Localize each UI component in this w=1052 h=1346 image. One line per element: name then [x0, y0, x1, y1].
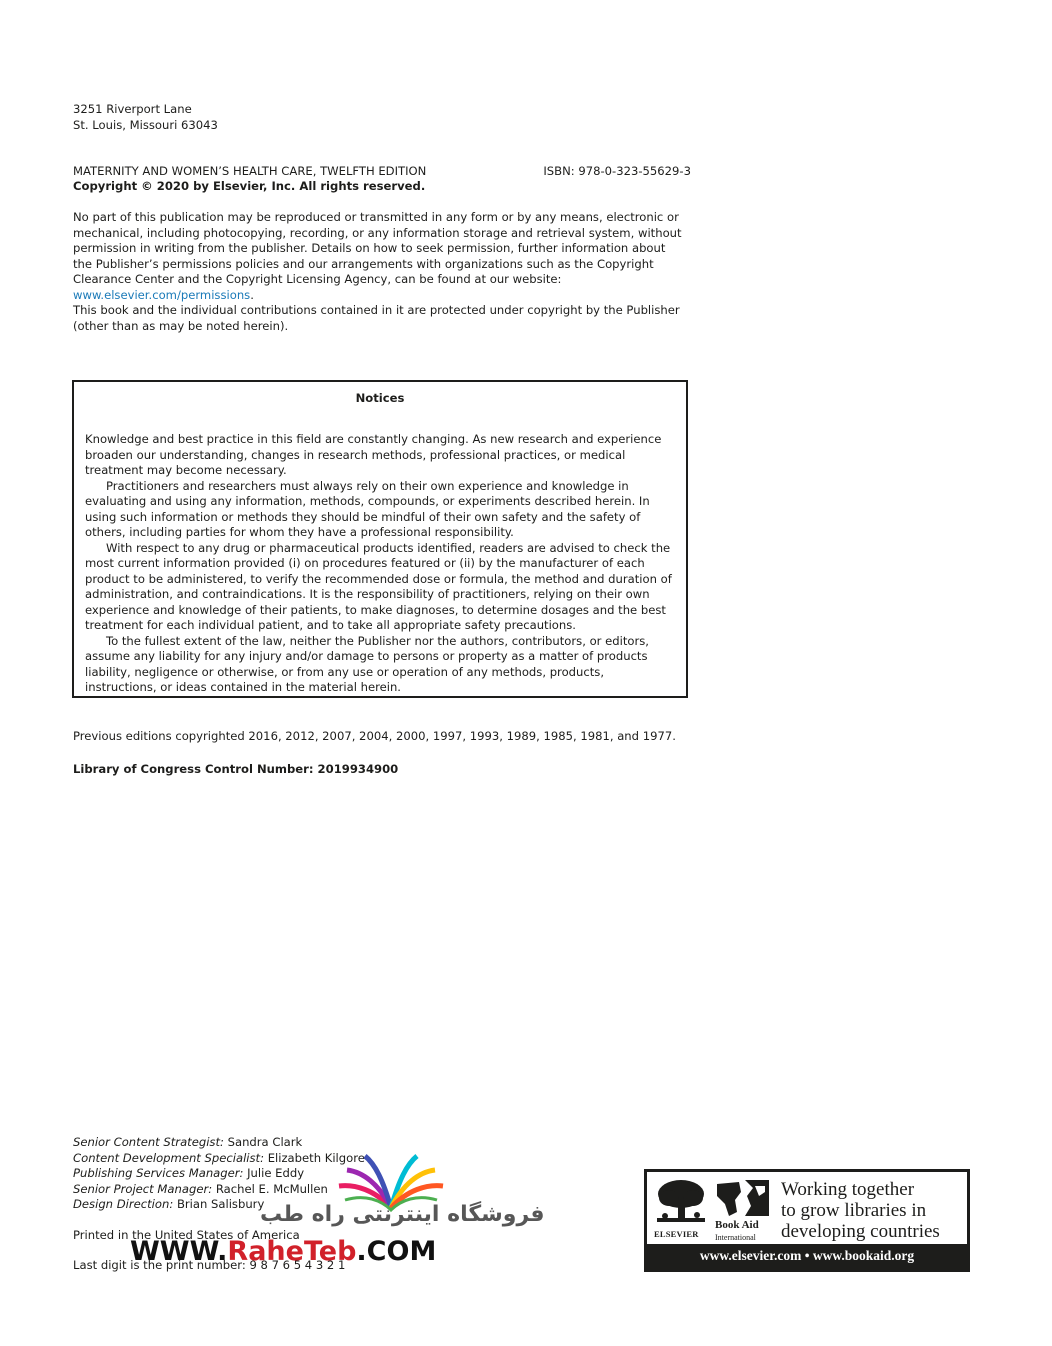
elsevier-tree-logo — [655, 1178, 707, 1224]
notices-box — [72, 380, 688, 698]
rights-text: No part of this publication may be reproduced or transmitted in any form or by any means, electronic or mechanical, including photocopying, recording, or any information storage and retrieval system, without permission in writing from the publisher. Details on how to seek permission, further information about the Publisher’s permissions policies and our arrangements with organizations such as the Copyright Clearance Center and the Copyright Licensing Agency, can be found at our website: — [73, 210, 682, 286]
rights-paragraph — [73, 210, 688, 303]
printed-in: Printed in the United States of America — [73, 1228, 300, 1242]
notice-paragraph-3: With respect to any drug or pharmaceutical products identified, readers are advised to check the most current information provided (i) on procedures featured or (ii) by the manufacturer of each product to be administered, to verify the recommended dose or formula, the method and duration of administration, and contraindications. It is the responsibility of practitioners, relying on their own experience and knowledge of their patients, to make diagnoses, to determine dosages and the best treatment for each individual patient, and to take all appropriate safety precautions. — [85, 540, 672, 632]
address-line-1: 3251 Riverport Lane — [73, 102, 192, 116]
book-title: MATERNITY AND WOMEN’S HEALTH CARE, TWELFTH EDITION — [73, 164, 427, 178]
contributions-paragraph: This book and the individual contributions contained in it are protected under copyright by the Publisher (other than as may be noted herein). — [73, 303, 680, 333]
elsevier-bookaid-banner — [644, 1169, 970, 1272]
credit-line — [73, 1151, 365, 1167]
credit-line — [73, 1182, 365, 1198]
notice-paragraph-1: Knowledge and best practice in this field are constantly changing. As new research and experience broaden our understanding, changes in research methods, professional practices, or medical treatment may become necessary. — [85, 432, 662, 477]
permissions-link[interactable]: www.elsevier.com/permissions — [73, 287, 251, 302]
credit-line — [73, 1135, 365, 1151]
notices-body — [85, 432, 674, 696]
publisher-address — [73, 102, 218, 133]
address-line-2: St. Louis, Missouri 63043 — [73, 117, 218, 132]
watermark-url-suffix: .COM — [356, 1236, 437, 1267]
watermark-url-prefix: WWW. — [130, 1236, 228, 1267]
credit-role: Content Development Specialist: — [73, 1150, 265, 1165]
tagline-line-3: developing countries — [781, 1221, 940, 1242]
print-number: Last digit is the print number: 9 8 7 6 5 4 3 2 1 — [73, 1258, 346, 1272]
bookaid-wordmark: Book Aid — [715, 1219, 759, 1231]
elsevier-wordmark: ELSEVIER — [654, 1229, 699, 1239]
credit-line — [73, 1166, 365, 1182]
credit-name: Brian Salisbury — [173, 1197, 265, 1211]
notice-paragraph-4: To the fullest extent of the law, neither the Publisher nor the authors, contributors, or editors, assume any liability for any injury and/or damage to persons or property as a matter of products liability, negligence or otherwise, or from any use or operation of any methods, products, instructions, or ideas contained in the material herein. — [85, 633, 649, 694]
copyright-line: Copyright © 2020 by Elsevier, Inc. All rights reserved. — [73, 179, 426, 193]
credit-name: Julie Eddy — [243, 1166, 305, 1180]
watermark-persian-text: فروشگاه اینترنتی راه طب — [260, 1202, 545, 1227]
credits-list — [73, 1135, 365, 1213]
credit-name: Rachel E. McMullen — [212, 1181, 328, 1196]
credit-role: Publishing Services Manager: — [73, 1166, 244, 1180]
credit-name: Sandra Clark — [223, 1135, 303, 1149]
tagline-line-1: Working together — [781, 1179, 915, 1200]
credit-role: Senior Content Strategist: — [73, 1135, 224, 1149]
credit-role: Senior Project Manager: — [73, 1181, 213, 1196]
library-of-congress: Library of Congress Control Number: 2019934900 — [73, 762, 399, 776]
watermark-url-brand: RaheTeb — [227, 1236, 357, 1267]
notice-paragraph-2: Practitioners and researchers must always rely on their own experience and knowledge in evaluating and using any information, methods, compounds, or experiments described herein. In using such information or methods they should be mindful of their own safety and the safety of others, including parties for whom they have a professional responsibility. — [85, 478, 650, 539]
bookaid-international: International — [715, 1233, 756, 1242]
rights-period: . — [250, 287, 254, 302]
notices-heading: Notices — [355, 391, 405, 405]
tagline-line-2: to grow libraries in — [781, 1200, 927, 1221]
banner-inner — [647, 1172, 967, 1244]
banner-tagline — [781, 1179, 940, 1242]
credit-name: Elizabeth Kilgore — [264, 1150, 365, 1165]
credit-role: Design Direction: — [73, 1197, 174, 1211]
previous-editions: Previous editions copyrighted 2016, 2012, 2007, 2004, 2000, 1997, 1993, 1989, 1985, 1981, and 1977. — [73, 729, 676, 743]
banner-urls: www.elsevier.com • www.bookaid.org — [699, 1248, 915, 1263]
bookaid-africa-logo — [715, 1178, 771, 1218]
isbn: ISBN: 978-0-323-55629-3 — [543, 164, 691, 178]
